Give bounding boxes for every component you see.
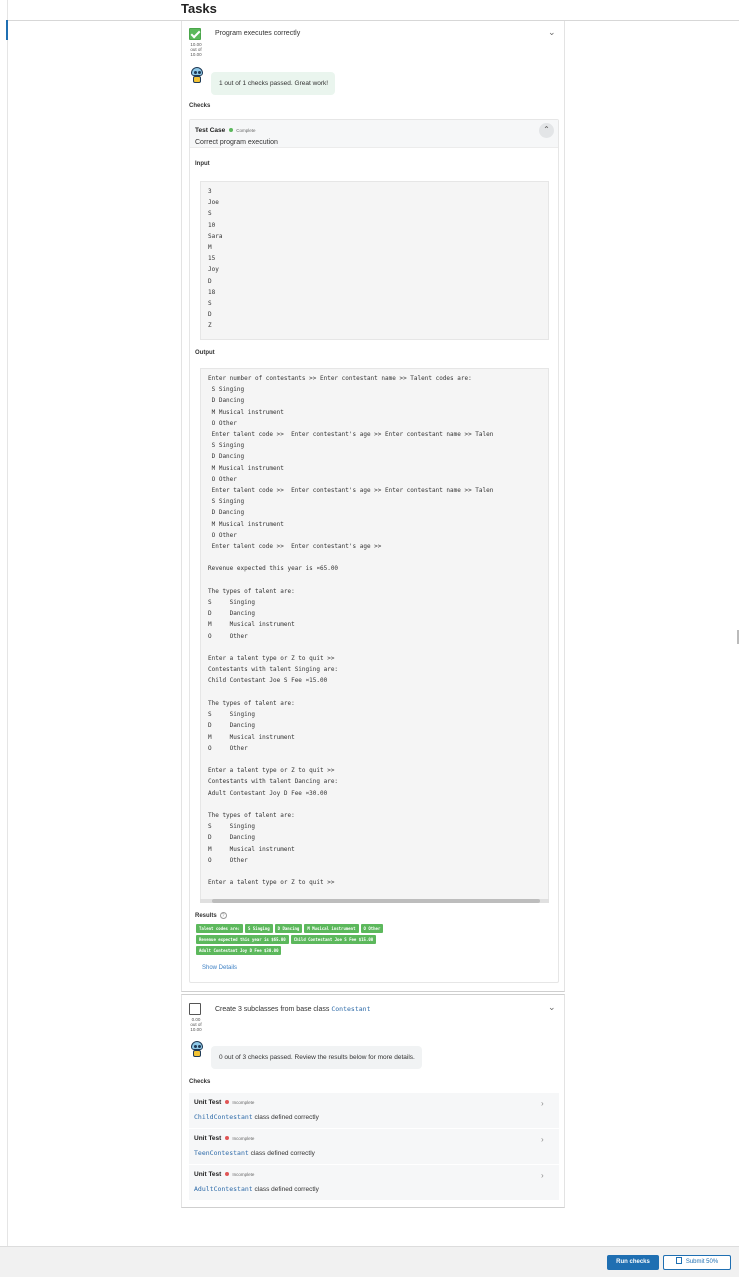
scrollbar-thumb[interactable] — [212, 899, 540, 903]
result-chip-row — [196, 946, 496, 955]
chevron-right-icon[interactable]: › — [541, 1135, 544, 1144]
output-line: S Singing — [208, 498, 245, 506]
chevron-right-icon[interactable]: › — [541, 1099, 544, 1108]
output-line: D Dancing — [208, 834, 255, 842]
output-label: Output — [195, 350, 215, 356]
task-1-bot-message: 1 out of 1 checks passed. Great work! — [211, 72, 335, 95]
output-line: S Singing — [208, 823, 255, 831]
task-panel-1 — [181, 21, 565, 992]
output-line: S Singing — [208, 711, 255, 719]
output-horizontal-scrollbar[interactable] — [200, 899, 549, 903]
left-rail-indicator — [6, 20, 8, 40]
output-line: The types of talent are: — [208, 587, 295, 595]
output-line: M Musical instrument — [208, 621, 295, 629]
output-line: M Musical instrument — [208, 733, 295, 741]
unit-test-description: ChildContestant class defined correctly — [194, 1113, 319, 1121]
output-line: S Singing — [208, 599, 255, 607]
score-max: 10.00 — [190, 1027, 202, 1032]
page-title: Tasks — [181, 1, 217, 16]
task-2-score — [187, 1017, 205, 1032]
show-details-link[interactable]: Show Details — [202, 965, 238, 971]
output-code-block — [200, 368, 549, 903]
score-out-of: out of — [190, 47, 202, 52]
output-line: D Dancing — [208, 453, 245, 461]
status-dot-icon — [225, 1136, 229, 1140]
submit-label: Submit 50% — [685, 1259, 719, 1265]
task-2-chevron-down-icon[interactable]: ⌄ — [548, 1002, 556, 1012]
input-line: Sara — [208, 232, 223, 240]
base-class-code: Contestant — [331, 1005, 371, 1013]
result-chip: Adult Contestant Joy D Fee $30.00 — [196, 946, 281, 955]
score-value: 0.00 — [191, 1017, 201, 1022]
output-line: O Other — [208, 856, 248, 864]
output-line: Adult Contestant Joy D Fee ¤30.00 — [208, 789, 328, 797]
output-line: O Other — [208, 419, 237, 427]
status-badge: Complete — [236, 128, 256, 133]
unit-test-row[interactable] — [189, 1165, 559, 1201]
status-badge: Incomplete — [232, 1136, 255, 1141]
output-line: Contestants with talent Singing are: — [208, 666, 339, 674]
score-out-of: out of — [190, 1022, 202, 1027]
output-line: Enter talent code >> Enter contestant's age >> Enter contestant name >> Talen — [208, 487, 494, 495]
input-line: 10 — [208, 221, 216, 229]
robot-avatar-icon — [190, 67, 204, 83]
input-line: Joy — [208, 266, 219, 274]
unit-test-description: TeenContestant class defined correctly — [194, 1149, 315, 1157]
chevron-right-icon[interactable]: › — [541, 1171, 544, 1180]
output-line — [208, 687, 541, 698]
output-line: The types of talent are: — [208, 699, 295, 707]
output-line: Enter a talent type or Z to quit >> — [208, 767, 335, 775]
result-chip: M Musical instrument — [304, 924, 358, 933]
unit-test-type: Unit Test Incomplete — [194, 1099, 255, 1106]
result-chip: O Other — [361, 924, 384, 933]
help-circle-icon[interactable]: ? — [220, 912, 227, 919]
run-checks-button[interactable]: Run checks — [607, 1255, 659, 1270]
output-line: O Other — [208, 632, 248, 640]
task-1-checks-label: Checks — [189, 103, 211, 109]
task-2-checks-label: Checks — [189, 1079, 211, 1085]
output-line: M Musical instrument — [208, 408, 284, 416]
input-line: Joe — [208, 199, 219, 207]
input-line: M — [208, 244, 212, 252]
robot-avatar-icon — [190, 1041, 204, 1057]
output-line: Revenue expected this year is ¤65.00 — [208, 565, 339, 573]
output-line: Child Contestant Joe S Fee ¤15.00 — [208, 677, 328, 685]
score-value: 10.00 — [190, 42, 202, 47]
output-line — [208, 799, 541, 810]
result-chips — [196, 924, 496, 957]
result-chip: D Dancing — [275, 924, 303, 933]
result-chip-row — [196, 935, 496, 944]
task-1-title: Program executes correctly — [215, 30, 301, 37]
input-line: 3 — [208, 188, 212, 195]
result-chip-row — [196, 924, 496, 933]
task-1-check-icon[interactable] — [189, 28, 201, 40]
output-line: D Dancing — [208, 397, 245, 405]
output-line: M Musical instrument — [208, 520, 284, 528]
output-line — [208, 754, 541, 765]
test-case-description: Correct program execution — [195, 139, 278, 146]
test-case-header[interactable] — [190, 120, 558, 148]
status-dot-icon — [225, 1172, 229, 1176]
task-2-checkbox[interactable] — [189, 1003, 201, 1015]
status-badge: Incomplete — [232, 1172, 255, 1177]
task-1-chevron-down-icon[interactable]: ⌄ — [548, 27, 556, 37]
left-rail — [0, 0, 8, 1277]
input-line: D — [208, 311, 212, 319]
test-case-type: Test Case Complete — [195, 127, 256, 134]
score-max: 10.00 — [190, 52, 202, 57]
results-label: Results ? — [195, 912, 227, 919]
input-code-block — [200, 181, 549, 340]
unit-test-row[interactable] — [189, 1129, 559, 1165]
result-chip: Talent codes are: — [196, 924, 243, 933]
submit-button[interactable] — [663, 1255, 731, 1270]
output-line: M Musical instrument — [208, 845, 295, 853]
output-line: Contestants with talent Dancing are: — [208, 778, 339, 786]
output-line: S Singing — [208, 386, 245, 394]
output-line — [208, 552, 541, 563]
output-line: Enter talent code >> Enter contestant's age >> — [208, 543, 382, 551]
output-line: D Dancing — [208, 610, 255, 618]
unit-test-type: Unit Test Incomplete — [194, 1135, 255, 1142]
unit-test-row[interactable] — [189, 1093, 559, 1129]
test-case-card — [189, 119, 559, 983]
unit-test-description: AdultContestant class defined correctly — [194, 1185, 319, 1193]
output-line: O Other — [208, 744, 248, 752]
input-line: Z — [208, 322, 212, 330]
status-dot-icon — [225, 1100, 229, 1104]
output-line: O Other — [208, 531, 237, 539]
document-icon — [676, 1257, 682, 1264]
task-panel-2 — [181, 994, 565, 1208]
task-2-bot-message: 0 out of 3 checks passed. Review the results below for more details. — [211, 1046, 422, 1069]
output-line: Enter number of contestants >> Enter contestant name >> Talent codes are: — [208, 375, 472, 382]
collapse-chevron-up-icon[interactable]: ⌃ — [539, 123, 554, 138]
result-chip: S Singing — [245, 924, 273, 933]
input-line: 18 — [208, 288, 216, 296]
input-label: Input — [195, 161, 210, 167]
output-line: O Other — [208, 475, 237, 483]
input-line: 15 — [208, 255, 216, 263]
task-2-title: Create 3 subclasses from base class Contestant — [215, 1005, 371, 1013]
input-line: S — [208, 210, 212, 218]
output-line: Enter talent code >> Enter contestant's age >> Enter contestant name >> Talen — [208, 431, 494, 439]
output-line: Enter a talent type or Z to quit >> — [208, 879, 335, 887]
output-line — [208, 642, 541, 653]
footer-bar — [0, 1246, 739, 1277]
result-chip: Child Contestant Joe S Fee $15.00 — [291, 935, 376, 944]
result-chip: Revenue expected this year is $65.00 — [196, 935, 289, 944]
top-bar — [8, 0, 739, 21]
input-line: S — [208, 300, 212, 308]
output-line: D Dancing — [208, 509, 245, 517]
status-dot-icon — [229, 128, 233, 132]
output-line — [208, 575, 541, 586]
output-line: D Dancing — [208, 722, 255, 730]
task-1-score — [187, 42, 205, 57]
output-line: The types of talent are: — [208, 811, 295, 819]
input-line: D — [208, 277, 212, 285]
output-line: Enter a talent type or Z to quit >> — [208, 655, 335, 663]
output-line: M Musical instrument — [208, 464, 284, 472]
status-badge: Incomplete — [232, 1100, 255, 1105]
output-line: S Singing — [208, 442, 245, 450]
unit-test-type: Unit Test Incomplete — [194, 1171, 255, 1178]
output-line — [208, 866, 541, 877]
